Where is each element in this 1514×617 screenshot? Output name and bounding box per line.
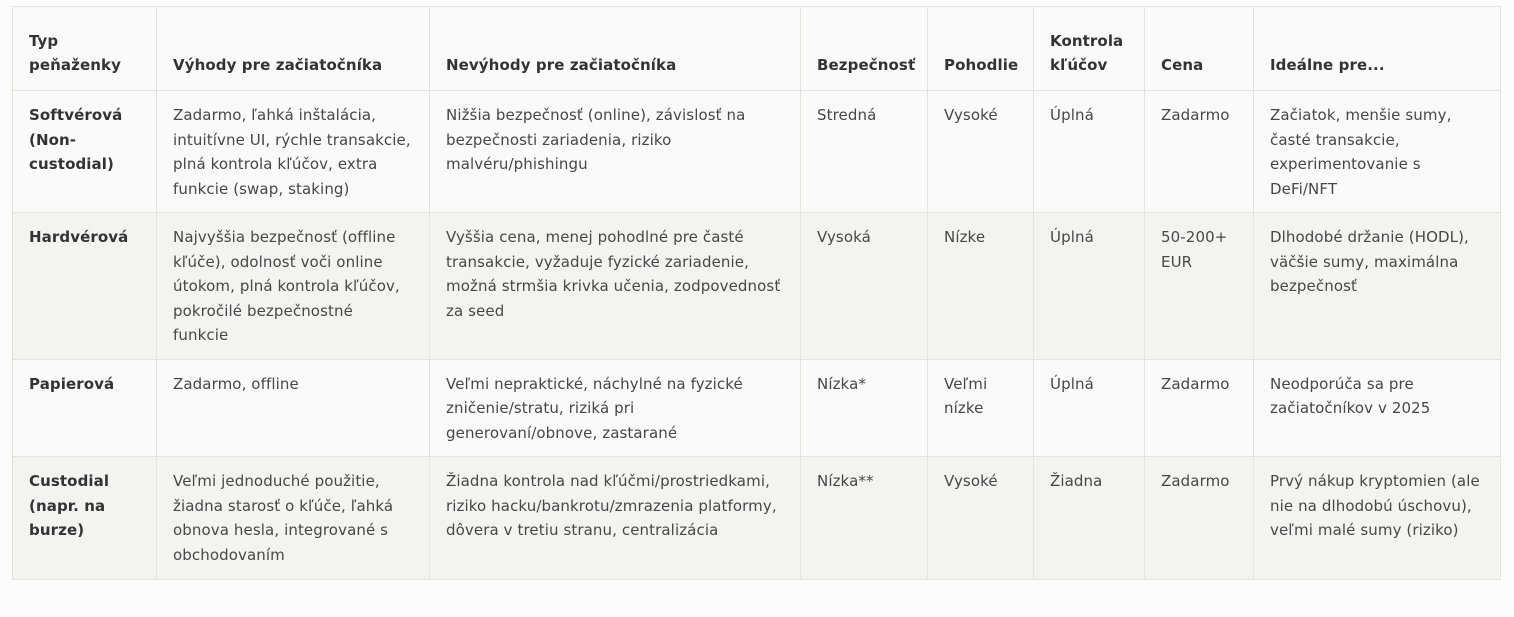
cell-wallet-type: Papierová xyxy=(13,359,157,457)
cell-wallet-type: Hardvérová xyxy=(13,213,157,360)
header-wallet-type: Typ peňaženky xyxy=(13,7,157,91)
cell-pros: Veľmi jednoduché použitie, žiadna starosť o kľúče, ľahká obnova hesla, integrované s obchodovaním xyxy=(157,457,430,580)
header-price: Cena xyxy=(1145,7,1254,91)
cell-security: Nízka** xyxy=(801,457,928,580)
header-comfort: Pohodlie xyxy=(928,7,1034,91)
cell-cons: Veľmi nepraktické, náchylné na fyzické zničenie/stratu, riziká pri generovaní/obnove, zastarané xyxy=(430,359,801,457)
cell-price: Zadarmo xyxy=(1145,457,1254,580)
cell-key-control: Žiadna xyxy=(1034,457,1145,580)
cell-key-control: Úplná xyxy=(1034,91,1145,213)
table-row xyxy=(13,91,1501,213)
header-row xyxy=(13,7,1501,91)
cell-wallet-type: Softvérová (Non-custodial) xyxy=(13,91,157,213)
cell-security: Stredná xyxy=(801,91,928,213)
cell-comfort: Vysoké xyxy=(928,91,1034,213)
cell-comfort: Veľmi nízke xyxy=(928,359,1034,457)
header-pros: Výhody pre začiatočníka xyxy=(157,7,430,91)
table-row xyxy=(13,359,1501,457)
cell-pros: Najvyššia bezpečnosť (offline kľúče), odolnosť voči online útokom, plná kontrola kľúčov, pokročilé bezpečnostné funkcie xyxy=(157,213,430,360)
header-key-control: Kontrola kľúčov xyxy=(1034,7,1145,91)
table-row xyxy=(13,213,1501,360)
header-security: Bezpečnosť xyxy=(801,7,928,91)
comparison-table-container xyxy=(12,6,1500,580)
cell-cons: Žiadna kontrola nad kľúčmi/prostriedkami, riziko hacku/bankrotu/zmrazenia platformy, dôvera v tretiu stranu, centralizácia xyxy=(430,457,801,580)
cell-ideal-for: Dlhodobé držanie (HODL), väčšie sumy, maximálna bezpečnosť xyxy=(1254,213,1501,360)
header-ideal-for: Ideálne pre... xyxy=(1254,7,1501,91)
cell-cons: Nižšia bezpečnosť (online), závislosť na bezpečnosti zariadenia, riziko malvéru/phishingu xyxy=(430,91,801,213)
cell-security: Nízka* xyxy=(801,359,928,457)
cell-pros: Zadarmo, ľahká inštalácia, intuitívne UI, rýchle transakcie, plná kontrola kľúčov, extra funkcie (swap, staking) xyxy=(157,91,430,213)
table-header xyxy=(13,7,1501,91)
cell-price: Zadarmo xyxy=(1145,91,1254,213)
header-cons: Nevýhody pre začiatočníka xyxy=(430,7,801,91)
cell-cons: Vyššia cena, menej pohodlné pre časté transakcie, vyžaduje fyzické zariadenie, možná strmšia krivka učenia, zodpovednosť za seed xyxy=(430,213,801,360)
cell-ideal-for: Prvý nákup kryptomien (ale nie na dlhodobú úschovu), veľmi malé sumy (riziko) xyxy=(1254,457,1501,580)
cell-price: Zadarmo xyxy=(1145,359,1254,457)
cell-security: Vysoká xyxy=(801,213,928,360)
table-row xyxy=(13,457,1501,580)
cell-key-control: Úplná xyxy=(1034,359,1145,457)
cell-comfort: Vysoké xyxy=(928,457,1034,580)
table-body xyxy=(13,91,1501,580)
wallet-comparison-table xyxy=(12,6,1501,580)
cell-ideal-for: Neodporúča sa pre začiatočníkov v 2025 xyxy=(1254,359,1501,457)
cell-comfort: Nízke xyxy=(928,213,1034,360)
cell-ideal-for: Začiatok, menšie sumy, časté transakcie, experimentovanie s DeFi/NFT xyxy=(1254,91,1501,213)
cell-key-control: Úplná xyxy=(1034,213,1145,360)
cell-price: 50-200+ EUR xyxy=(1145,213,1254,360)
cell-pros: Zadarmo, offline xyxy=(157,359,430,457)
cell-wallet-type: Custodial (napr. na burze) xyxy=(13,457,157,580)
